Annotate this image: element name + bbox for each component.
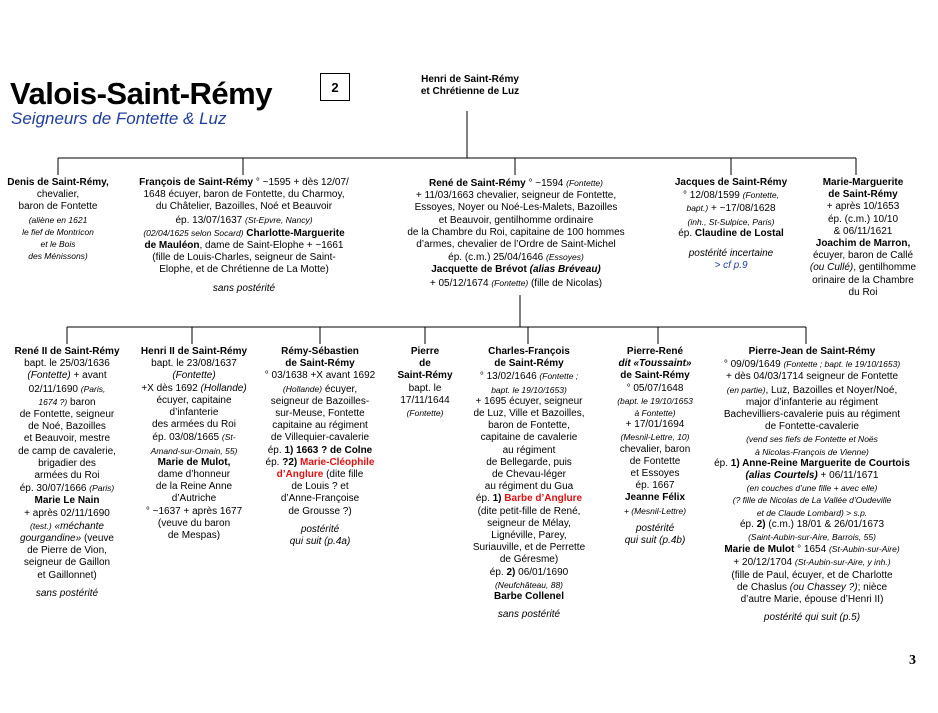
person-name: Denis de Saint-Rémy, bbox=[7, 177, 109, 188]
person-name: Pierre-René bbox=[626, 346, 684, 357]
person-pierre-rene: Pierre-René dit «Toussaint» de Saint-Rémy ° 05/07/1648 (bapt. le 19/10/1653 à Fontette) + 17/01/1694 (Mesnil-Lettre, 10) chevalier, baron de Fontette et Essoyes ép. 1667 Jeanne Félix + (Mesnil-Lettre) postérité qui suit (p.4b) bbox=[596, 346, 714, 547]
posterity-note: qui suit (p.4a) bbox=[289, 536, 351, 548]
person-rene-ii: René II de Saint-Rémy bapt. le 25/03/1636 (Fontette) + avant 02/11/1690 (Paris, 1674 ?) baron de Fontette, seigneur de Noé, Bazoilles et Beauvoir, mestre de camp de cavalerie, brigadier des armées du Roi ép. 30/07/1666 (Paris) Marie Le Nain + après 02/11/1690 (test.) «méchante gourgandine» (veuve de Pierre de Vion, seigneur de Gaillon et Gaillonnet) sans postérité bbox=[4, 346, 130, 600]
person-name: René de Saint-Rémy bbox=[429, 178, 526, 189]
posterity-note: postérité qui suit (p.5) bbox=[763, 612, 861, 624]
person-remy-sebastien: Rémy-Sébastien de Saint-Rémy ° 03/1638 +X avant 1692 (Hollande) écuyer, seigneur de Bazoilles- sur-Meuse, Fontette capitaine au régiment de Villequier-cavalerie ép. 1) 1663 ? de Colne ép. ?2) Marie-Cléophile d’Anglure (dite fille de Louis ? et d’Anne-Françoise de Grousse ?) postérité qui suit (p.4a) bbox=[255, 346, 385, 548]
root-line-2: et Chrétienne de Luz bbox=[420, 86, 520, 97]
person-pierre: Pierre de Saint-Rémy bapt. le 17/11/1644 (Fontette) bbox=[397, 346, 453, 419]
person-francois: François de Saint-Rémy ° ~1595 + dès 12/07/ 1648 écuyer, baron de Fontette, du Charmoy, du Châtelier, Bazoilles, Noé et Beauvoir ép. 13/07/1637 (St-Epvre, Nancy) (02/04/1625 selon Socard) Charlotte-Marguerite de Mauléon, dame de Saint-Elophe + ~1661 (fille de Louis-Charles, seigneur de Saint- Elophe, et de Chrétienne de La Motte) sans postérité bbox=[118, 177, 370, 295]
posterity-note: postérité incertaine bbox=[688, 248, 774, 260]
person-marie-marguerite: Marie-Marguerite de Saint-Rémy + après 10/1653 ép. (c.m.) 10/10 & 06/11/1621 Joachim de Marron, écuyer, baron de Callé (ou Cullé), gentilhomme orinaire de la Chambre du Roi bbox=[809, 177, 917, 298]
person-denis: Denis de Saint-Rémy, chevalier, baron de Fontette (aliène en 1621 le fief de Montricon et le Bois des Ménissons) bbox=[7, 177, 109, 262]
posterity-note: sans postérité bbox=[35, 587, 99, 599]
page-subtitle: Seigneurs de Fontette & Luz bbox=[11, 109, 227, 128]
person-rene: René de Saint-Rémy ° ~1594 (Fontette) + 11/03/1663 chevalier, seigneur de Fontette, Essoyes, Noyer ou Noé-Les-Malets, Bazoilles et Beauvoir, gentilhomme ordinaire de la Chambre du Roi, capitaine de 100 hommes d’armes, chevalier de l’Ordre de Saint-Michel ép. (c.m.) 25/04/1646 (Essoyes) Jacquette de Brévot (alias Bréveau) + 05/12/1674 (Fontette) (fille de Nicolas) bbox=[407, 178, 625, 289]
person-name: Pierre bbox=[410, 346, 440, 357]
person-jacques: Jacques de Saint-Rémy ° 12/08/1599 (Fontette, bapt.) + ~17/08/1628 (inh., St-Sulpice, Paris) ép. Claudine de Lostal postérité incertaine > cf p.9 bbox=[660, 177, 802, 272]
person-name: Jacques de Saint-Rémy bbox=[674, 177, 788, 188]
person-name: Marie-Marguerite bbox=[822, 177, 904, 188]
page-number: 3 bbox=[909, 653, 916, 668]
person-name: René II de Saint-Rémy bbox=[14, 346, 120, 357]
person-name: Charles-François bbox=[488, 346, 570, 357]
person-name: Pierre-Jean de Saint-Rémy bbox=[748, 346, 876, 357]
posterity-note: qui suit (p.4b) bbox=[624, 535, 686, 547]
root-line-1: Henri de Saint-Rémy bbox=[421, 74, 519, 85]
cross-reference-link[interactable]: > cf p.9 bbox=[714, 260, 748, 272]
posterity-note: sans postérité bbox=[212, 282, 276, 294]
person-name: François de Saint-Rémy bbox=[139, 177, 254, 188]
person-henri-ii: Henri II de Saint-Rémy bapt. le 23/08/1637 (Fontette) +X dès 1692 (Hollande) écuyer, capitaine d’infanterie des armées du Roi ép. 03/08/1665 (St- Amand-sur-Ornain, 55) Marie de Mulot, dame d’honneur de la Reine Anne d’Autriche ° ~1637 + après 1677 (veuve du baron de Mespas) bbox=[140, 346, 248, 542]
posterity-note: postérité bbox=[635, 522, 675, 534]
person-charles-francois: Charles-François de Saint-Rémy ° 13/02/1646 (Fontette ; bapt. le 19/10/1653) + 1695 écuyer, seigneur de Luz, Ville et Bazoilles, baron de Fontette, capitaine de cavalerie au régiment de Bellegarde, puis de Chevau-léger au régiment du Gua ép. 1) Barbe d’Anglure (dite petit-fille de René, seigneur de Mélay, Lignéville, Parey, Suriauville, et de Perrette de Géresme) ép. 2) 06/01/1690 (Neufchâteau, 88) Barbe Collenel sans postérité bbox=[462, 346, 596, 621]
root-couple bbox=[395, 74, 545, 98]
person-name: Rémy-Sébastien bbox=[281, 346, 359, 357]
posterity-note: sans postérité bbox=[497, 609, 561, 621]
person-name: Henri II de Saint-Rémy bbox=[140, 346, 248, 357]
posterity-note: postérité bbox=[300, 523, 340, 535]
page-title: Valois-Saint-Rémy bbox=[10, 76, 272, 111]
section-number-box: 2 bbox=[320, 73, 350, 101]
person-pierre-jean: Pierre-Jean de Saint-Rémy ° 09/09/1649 (Fontette ; bapt. le 19/10/1653) + dès 04/03/1714 seigneur de Fontette (en partie), Luz, Bazoilles et Noyer/Noé, major d’infanterie au régiment Bachevilliers-cavalerie puis au régiment de Fontette-cavalerie (vend ses fiefs de Fontette et Noës à Nicolas-François de Vienne) ép. 1) Anne-Reine Marguerite de Courtois (alias Courtels) + 06/11/1671 (en couches d’une fille + avec elle) (? fille de Nicolas de La Vallée d’Oudeville et de Claude Lombard) > s.p. ép. 2) (c.m.) 18/01 & 26/01/1673 (Saint-Aubin-sur-Aire, Barrois, 55) Marie de Mulot ° 1654 (St-Aubin-sur-Aire) + 20/12/1704 (St-Aubin-sur-Aire, y inh.) (fille de Paul, écuyer, et de Charlotte de Chaslus (ou Chassey ?); nièce d’autre Marie, épouse d’Henri II) postérité qui suit (p.5) bbox=[696, 346, 928, 624]
